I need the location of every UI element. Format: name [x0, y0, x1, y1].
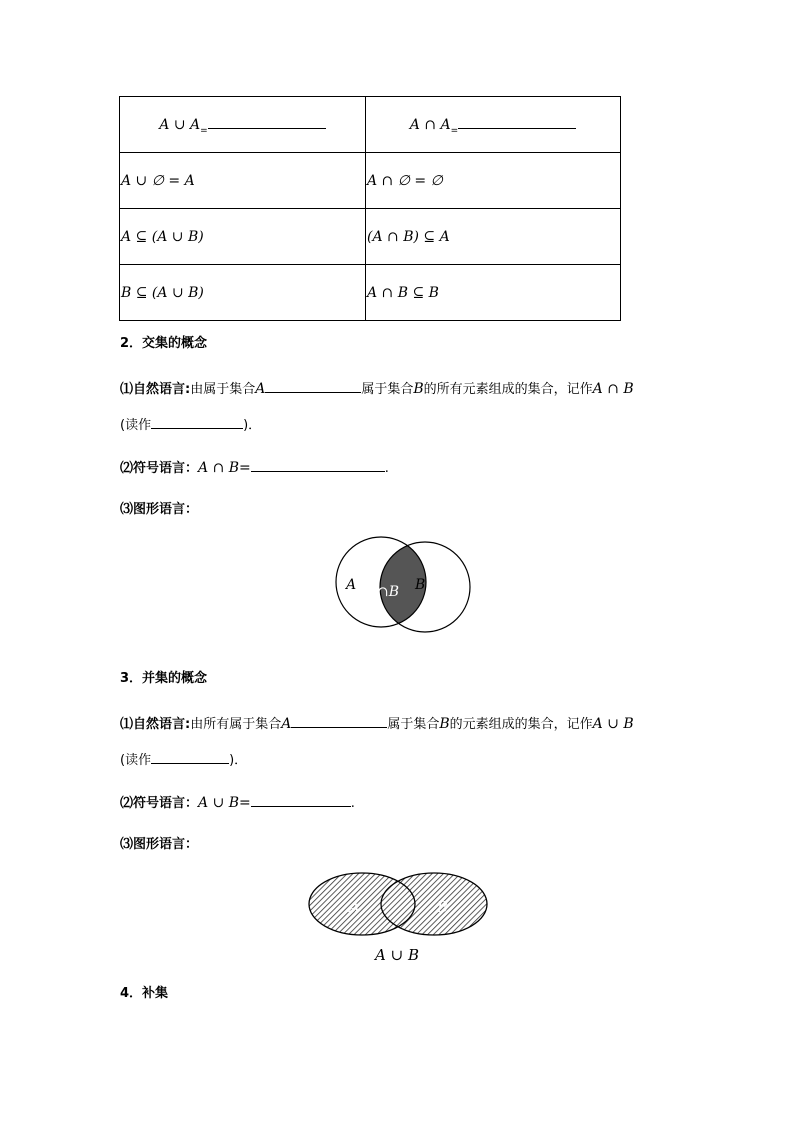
- union-symbol-language: ⑵符号语言：A ∪ B= .: [120, 792, 355, 813]
- table-cell: A ∪ $A_=$: [120, 97, 366, 153]
- union-natural-language: ⑴自然语言:由所有属于集合A 属于集合B的元素组成的集合，记作A ∪ B: [120, 713, 634, 734]
- set-properties-table: [119, 96, 621, 321]
- table-row: [120, 265, 621, 321]
- intersection-symbol-language: ⑵符号语言：A ∩ B= .: [120, 457, 389, 478]
- table-cell: A ∩ ∅ = ∅: [366, 153, 621, 209]
- answer-blank[interactable]: [458, 114, 576, 129]
- table-cell: B ⊆ (A ∪ B): [120, 265, 366, 321]
- union-graphic-label: ⑶图形语言：: [120, 837, 199, 852]
- answer-blank[interactable]: [208, 114, 326, 129]
- answer-blank[interactable]: [151, 414, 243, 429]
- intersection-venn-diagram: [316, 532, 476, 647]
- intersection-read-as: (读作 )．: [120, 414, 261, 435]
- union-self-expr: A ∪ A: [159, 116, 201, 133]
- answer-blank[interactable]: [251, 792, 351, 807]
- intersection-heading: 2．交集的概念: [120, 336, 208, 351]
- union-read-as: (读作 )．: [120, 749, 247, 770]
- answer-blank[interactable]: [265, 378, 361, 393]
- intersection-self-expr: A ∩ A: [409, 116, 451, 133]
- answer-blank[interactable]: [151, 749, 229, 764]
- table-row: [120, 97, 621, 153]
- table-row: [120, 209, 621, 265]
- venn-label-intersection: A∩B: [366, 584, 400, 600]
- answer-blank[interactable]: [291, 713, 387, 728]
- venn-label-a: A: [349, 898, 360, 916]
- table-row: [120, 153, 621, 209]
- intersection-graphic-label: ⑶图形语言：: [120, 502, 199, 517]
- intersection-natural-language: ⑴自然语言:由属于集合A 属于集合B的所有元素组成的集合，记作A ∩ B: [120, 378, 634, 399]
- table-cell: A ∩ B ⊆ B: [366, 265, 621, 321]
- complement-heading: 4．补集: [120, 986, 169, 1001]
- venn-label-b: B: [415, 577, 426, 593]
- venn-label-b: B: [437, 898, 449, 916]
- answer-blank[interactable]: [251, 457, 385, 472]
- table-cell: A ⊆ (A ∪ B): [120, 209, 366, 265]
- table-cell: A ∩ $A_=$: [366, 97, 621, 153]
- table-cell: (A ∩ B) ⊆ A: [366, 209, 621, 265]
- union-heading: 3．并集的概念: [120, 671, 208, 686]
- venn-caption: A ∪ B: [375, 946, 419, 964]
- venn-label-a: A: [346, 577, 357, 593]
- table-cell: A ∪ ∅ = A: [120, 153, 366, 209]
- union-venn-diagram: [305, 870, 491, 966]
